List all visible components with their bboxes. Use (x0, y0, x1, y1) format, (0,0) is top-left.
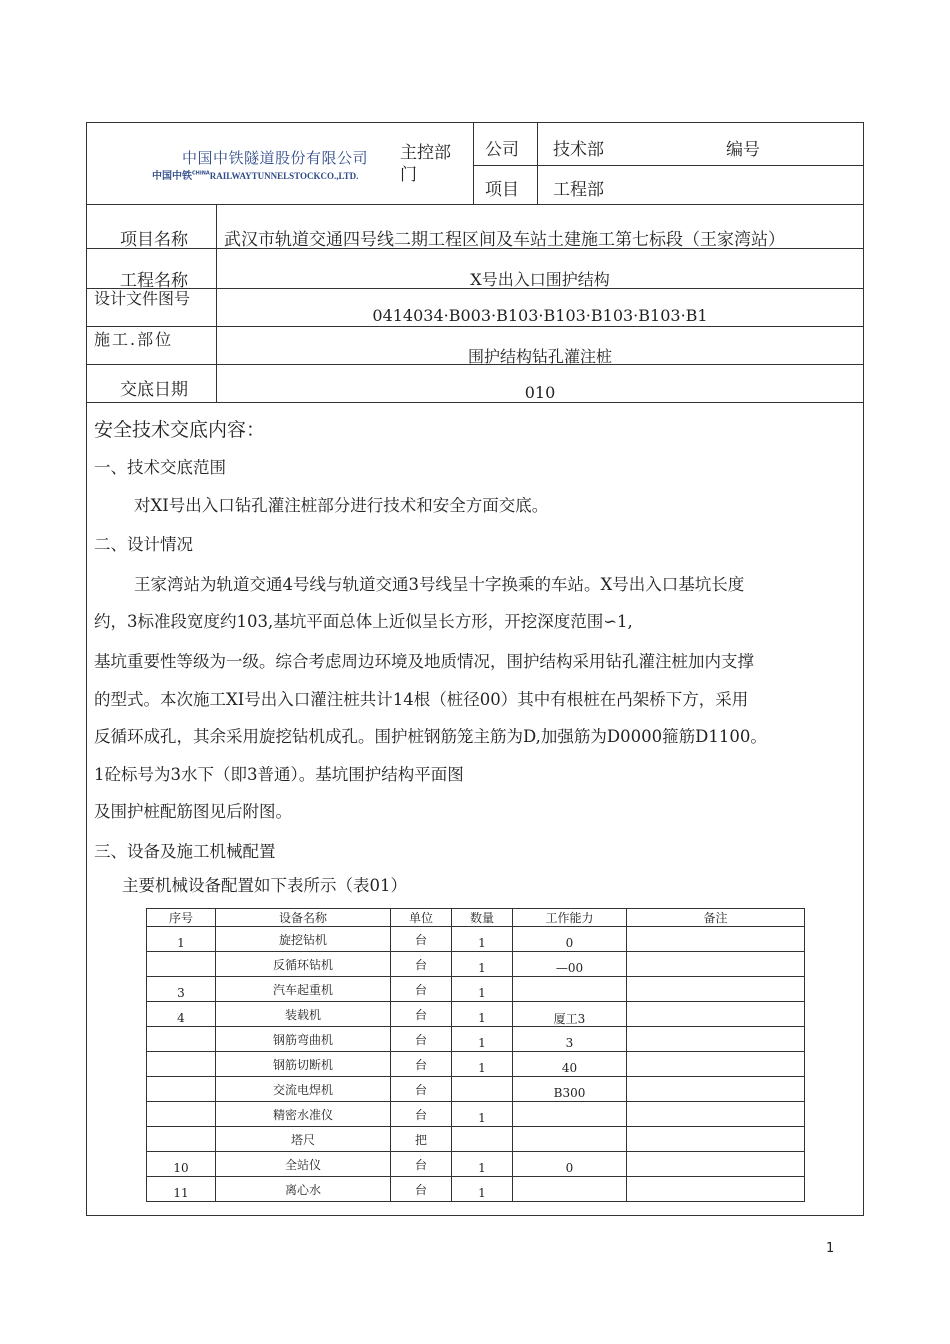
project-name-value: 武汉市轨道交通四号线二期工程区间及车站土建施工第七标段（王家湾站） (224, 230, 785, 250)
date-value: 010 (524, 383, 556, 402)
work-name-label: 工程名称 (120, 271, 188, 291)
construction-part-value: 围护结构钻孔灌注桩 (467, 347, 612, 366)
table-cell-qty: 1 (452, 1177, 513, 1202)
table-cell-qty: 1 (452, 1102, 513, 1127)
section-1-text: 对XI号出入口钻孔灌注桩部分进行技术和安全方面交底。 (134, 496, 549, 515)
table-cell-note (627, 1152, 805, 1177)
table-cell-note (627, 952, 805, 977)
table-cell-note (627, 1127, 805, 1152)
section-2-title: 二、设计情况 (94, 535, 193, 554)
section-2-line-7: 及围护桩配筋图见后附图。 (94, 802, 292, 821)
info-rule-5 (86, 402, 864, 403)
table-row (147, 1077, 805, 1102)
info-rule-3 (86, 326, 864, 327)
table-cell-capacity (513, 1102, 627, 1127)
table-row (147, 1102, 805, 1127)
table-cell-qty (452, 1127, 513, 1152)
table-cell-note (627, 927, 805, 952)
table-header-cell: 序号 (147, 909, 216, 927)
table-cell-note (627, 1102, 805, 1127)
header-divider-2 (537, 122, 538, 204)
table-cell-capacity (513, 977, 627, 1002)
company-logo-text: 中国中铁隧道股份有限公司 (182, 149, 369, 167)
table-cell-name: 精密水准仪 (216, 1102, 391, 1127)
table-header-cell: 数量 (452, 909, 513, 927)
table-cell-capacity: B300 (513, 1077, 627, 1102)
page-number: 1 (826, 1241, 835, 1256)
table-header-row (147, 909, 805, 927)
header-mid-rule (473, 165, 864, 166)
table-cell-name: 离心水 (216, 1177, 391, 1202)
table-header-cell: 工作能力 (513, 909, 627, 927)
content-title: 安全技术交底内容： (94, 419, 266, 441)
table-cell-capacity (513, 1127, 627, 1152)
table-row (147, 1002, 805, 1027)
header-divider-1 (473, 122, 474, 204)
table-cell-unit: 台 (391, 1152, 452, 1177)
section-2-line-2: 约，3标准段宽度约103,基坑平面总体上近似呈长方形，开挖深度范围∽1, (94, 612, 633, 631)
header-bottom-rule (86, 204, 864, 205)
table-cell-name: 汽车起重机 (216, 977, 391, 1002)
table-cell-qty: 1 (452, 977, 513, 1002)
table-cell-note (627, 1002, 805, 1027)
table-cell-capacity: 3 (513, 1027, 627, 1052)
table-cell-capacity: 厦工3 (513, 1002, 627, 1027)
table-cell-qty: 1 (452, 927, 513, 952)
date-label: 交底日期 (120, 380, 188, 400)
project-value: 工程部 (553, 180, 604, 200)
table-header-cell: 设备名称 (216, 909, 391, 927)
table-row (147, 1027, 805, 1052)
table-row (147, 1052, 805, 1077)
table-cell-name: 钢筋弯曲机 (216, 1027, 391, 1052)
table-cell-capacity: 0 (513, 1152, 627, 1177)
table-cell-name: 塔尺 (216, 1127, 391, 1152)
table-row (147, 977, 805, 1002)
table-cell-note (627, 1077, 805, 1102)
table-cell-unit: 台 (391, 1027, 452, 1052)
table-cell-unit: 把 (391, 1127, 452, 1152)
number-label: 编号 (726, 140, 760, 160)
company-value: 技术部 (553, 140, 604, 160)
company-logo-subtitle: 中国中铁$^{CHINA}$RAILWAYTUNNELSTOCKCO.,LTD. (152, 170, 359, 182)
table-cell-name: 旋挖钻机 (216, 927, 391, 952)
table-cell-no: 3 (147, 977, 216, 1002)
table-cell-unit: 台 (391, 977, 452, 1002)
table-cell-no: 11 (147, 1177, 216, 1202)
table-cell-no (147, 1102, 216, 1127)
table-cell-no: 10 (147, 1152, 216, 1177)
table-cell-no (147, 1127, 216, 1152)
construction-part-label: 施工.部位 (94, 330, 174, 349)
table-cell-unit: 台 (391, 927, 452, 952)
table-cell-capacity: 40 (513, 1052, 627, 1077)
table-cell-capacity (513, 1177, 627, 1202)
table-cell-name: 钢筋切断机 (216, 1052, 391, 1077)
section-2-line-1: 王家湾站为轨道交通4号线与轨道交通3号线呈十字换乘的车站。X号出入口基坑长度 (134, 575, 745, 594)
table-cell-note (627, 977, 805, 1002)
section-3-title: 三、设备及施工机械配置 (94, 842, 276, 861)
info-divider (216, 204, 217, 402)
project-name-label: 项目名称 (120, 230, 188, 250)
table-cell-no: 4 (147, 1002, 216, 1027)
table-cell-unit: 台 (391, 1177, 452, 1202)
table-cell-no (147, 952, 216, 977)
section-2-line-6: 1砼标号为3水下（即3普通）。基坑围护结构平面图 (94, 765, 464, 784)
table-row (147, 927, 805, 952)
section-3-intro: 主要机械设备配置如下表所示（表01） (122, 876, 407, 895)
section-2-line-4: 的型式。本次施工XI号出入口灌注桩共计14根（桩径00）其中有根桩在冎架桥下方，采用 (94, 690, 749, 709)
section-1-title: 一、技术交底范围 (94, 458, 226, 477)
table-cell-name: 反循环钻机 (216, 952, 391, 977)
table-cell-unit: 台 (391, 1002, 452, 1027)
table-cell-qty: 1 (452, 1002, 513, 1027)
table-header-cell: 单位 (391, 909, 452, 927)
table-cell-qty: 1 (452, 1052, 513, 1077)
work-name-value: X号出入口围护结构 (470, 270, 610, 289)
table-cell-capacity: 0 (513, 927, 627, 952)
table-cell-unit: 台 (391, 1052, 452, 1077)
table-cell-no: 1 (147, 927, 216, 952)
table-cell-capacity: —00 (513, 952, 627, 977)
table-row (147, 1177, 805, 1202)
equipment-table (146, 908, 805, 1202)
company-label: 公司 (485, 140, 519, 160)
design-doc-label: 设计文件图号 (94, 289, 191, 308)
table-cell-unit: 台 (391, 952, 452, 977)
table-cell-note (627, 1027, 805, 1052)
table-cell-qty: 1 (452, 1152, 513, 1177)
table-cell-unit: 台 (391, 1077, 452, 1102)
dept-label: 主控部门 (400, 143, 451, 185)
table-cell-qty: 1 (452, 952, 513, 977)
table-row (147, 1127, 805, 1152)
table-cell-name: 装载机 (216, 1002, 391, 1027)
table-row (147, 952, 805, 977)
table-cell-no (147, 1052, 216, 1077)
table-cell-unit: 台 (391, 1102, 452, 1127)
section-2-line-3: 基坑重要性等级为一级。综合考虑周边环境及地质情况，围护结构采用钻孔灌注桩加内支撑 (94, 652, 754, 671)
table-cell-note (627, 1052, 805, 1077)
table-cell-qty: 1 (452, 1027, 513, 1052)
project-label: 项目 (485, 180, 519, 200)
table-cell-name: 交流电焊机 (216, 1077, 391, 1102)
table-cell-qty (452, 1077, 513, 1102)
table-cell-no (147, 1077, 216, 1102)
design-doc-value: 0414034·B003·B103·B103·B103·B103·B1 (372, 306, 708, 325)
table-cell-no (147, 1027, 216, 1052)
table-header-cell: 备注 (627, 909, 805, 927)
table-cell-name: 全站仪 (216, 1152, 391, 1177)
table-row (147, 1152, 805, 1177)
table-cell-note (627, 1177, 805, 1202)
section-2-line-5: 反循环成孔，其余采用旋挖钻机成孔。围护桩钢筋笼主筋为D,加强筋为D0000箍筋D1100。 (94, 727, 767, 746)
